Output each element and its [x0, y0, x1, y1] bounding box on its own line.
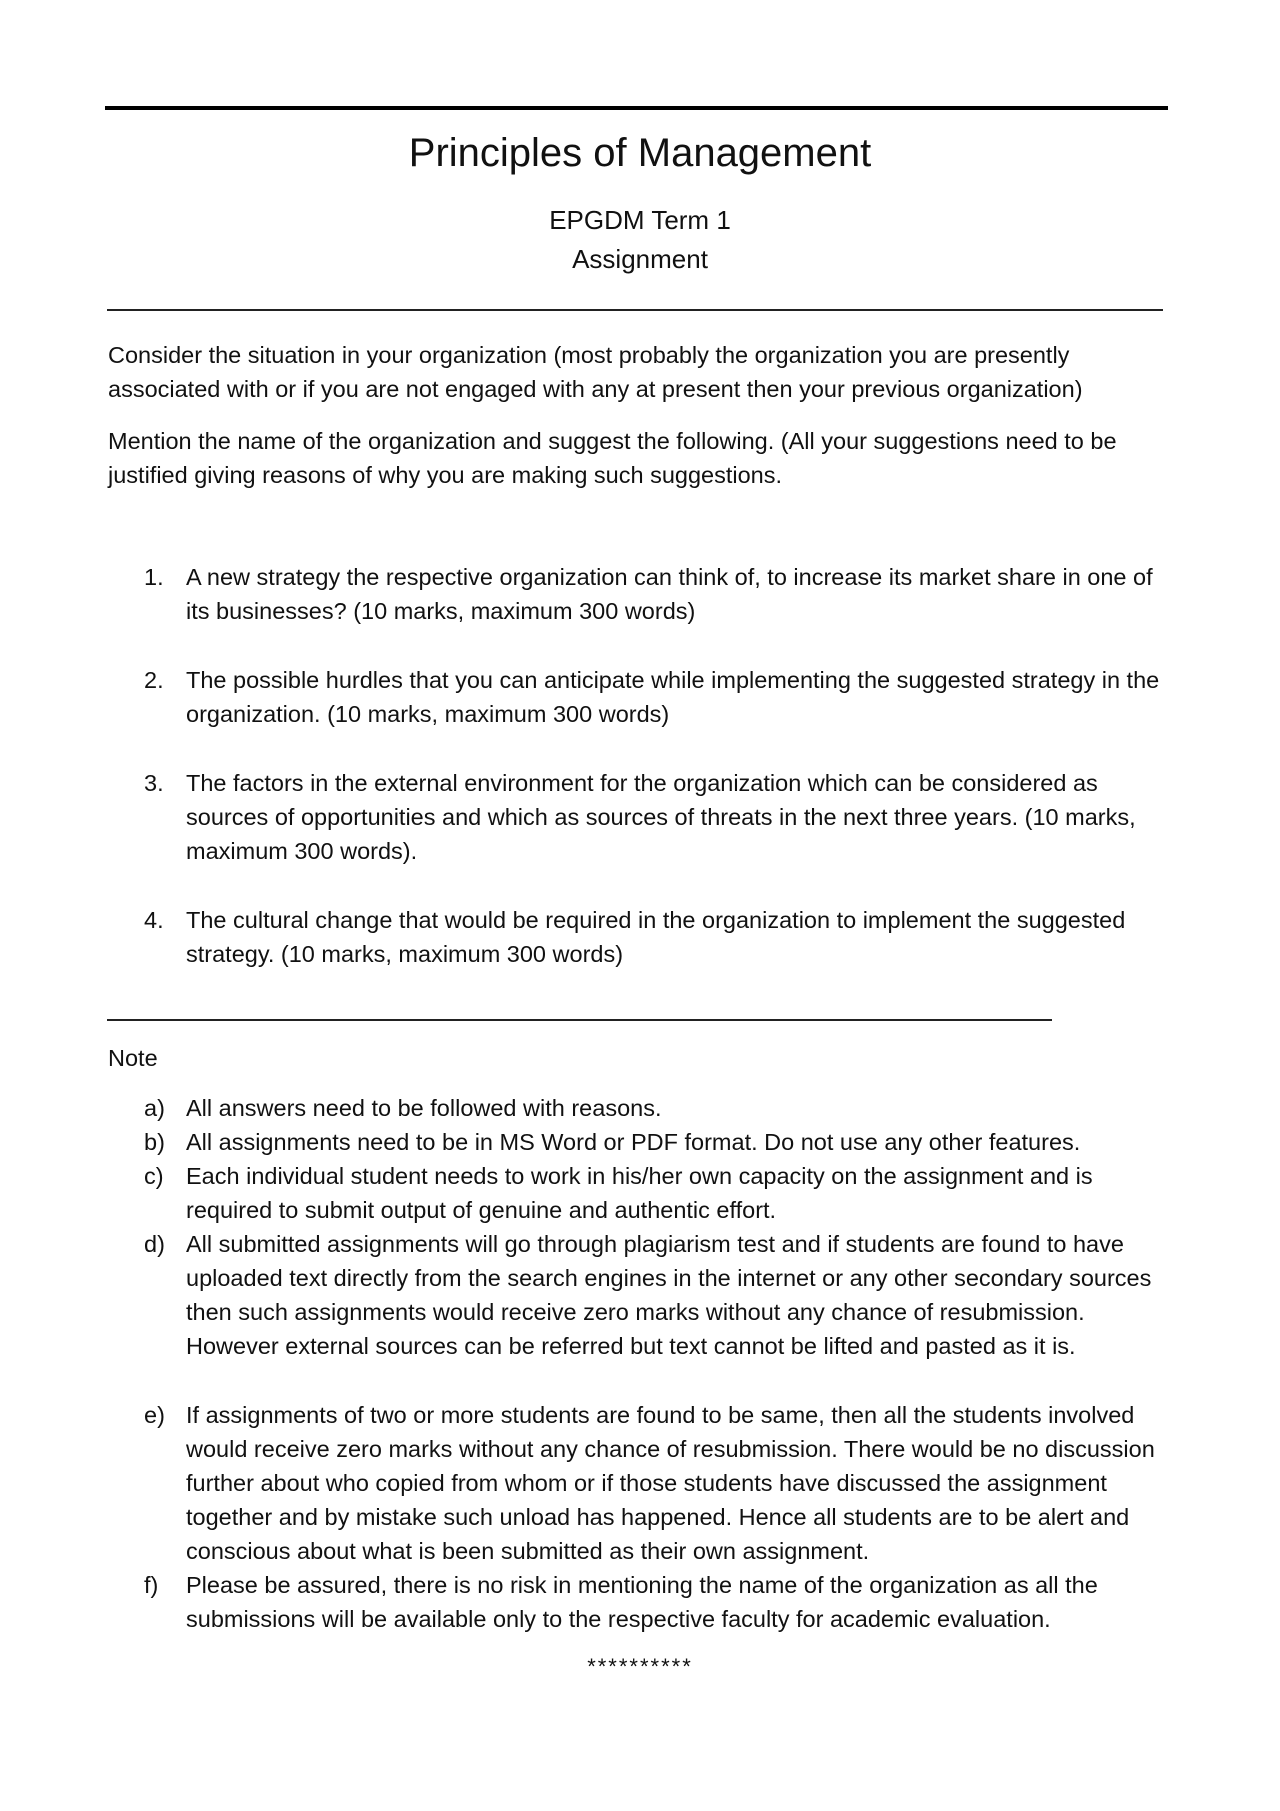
question-number: 2.	[144, 667, 164, 693]
question-text: The cultural change that would be required in the organization to implement the suggested strategy. (10 marks, maximum 300 words)	[186, 907, 1126, 967]
question-number: 1.	[144, 564, 164, 590]
end-of-document-marker: **********	[587, 1654, 693, 1679]
note-marker: e)	[144, 1402, 165, 1428]
question-text: The factors in the external environment for the organization which can be considered as sources of opportunities and which as sources of threats in the next three years. (10 marks, maximum 300 words).	[186, 770, 1136, 864]
note-heading: Note	[108, 1045, 158, 1071]
header-underline-rule	[107, 309, 1163, 311]
note-text: Please be assured, there is no risk in mentioning the name of the organization as all the submissions will be available only to the respective faculty for academic evaluation.	[186, 1572, 1098, 1632]
note-text: All submitted assignments will go through plagiarism test and if students are found to have uploaded text directly from the search engines in the internet or any other secondary sources then such assignments would receive zero marks without any chance of resubmission. However external sources can be referred but text cannot be lifted and pasted as it is.	[186, 1231, 1152, 1359]
question-number: 4.	[144, 907, 164, 933]
document-title: Principles of Management	[408, 131, 872, 175]
note-text: All assignments need to be in MS Word or PDF format. Do not use any other features.	[186, 1129, 1081, 1155]
note-text: All answers need to be followed with reasons.	[186, 1095, 662, 1121]
document-subtitle-term: EPGDM Term 1	[549, 205, 731, 235]
note-marker: f)	[144, 1572, 159, 1598]
intro-paragraph-instructions: Mention the name of the organization and suggest the following. (All your suggestions need to be justified giving reasons of why you are making such suggestions.	[108, 428, 1117, 488]
document-subtitle-assignment: Assignment	[572, 244, 708, 274]
note-text: Each individual student needs to work in his/her own capacity on the assignment and is required to submit output of genuine and authentic effort.	[186, 1163, 1093, 1223]
question-text: The possible hurdles that you can anticipate while implementing the suggested strategy in the organization. (10 marks, maximum 300 words)	[186, 667, 1160, 727]
question-text: A new strategy the respective organization can think of, to increase its market share in one of its businesses? (10 marks, maximum 300 words)	[186, 564, 1153, 624]
note-text: If assignments of two or more students are found to be same, then all the students involved would receive zero marks without any chance of resubmission. There would be no discussion further about who copied from whom or if those students have discussed the assignment together and by mistake such unload has happened. Hence all students are to be alert and conscious about what is been submitted as their own assignment.	[186, 1402, 1155, 1564]
note-marker: a)	[144, 1095, 165, 1121]
intro-paragraph-situation: Consider the situation in your organization (most probably the organization you are presently associated with or if you are not engaged with any at present then your previous organization)	[108, 342, 1083, 402]
note-marker: c)	[144, 1163, 164, 1189]
question-number: 3.	[144, 770, 164, 796]
note-marker: d)	[144, 1231, 165, 1257]
note-marker: b)	[144, 1129, 165, 1155]
header-top-rule	[105, 106, 1168, 110]
section-divider-rule	[107, 1019, 1052, 1021]
